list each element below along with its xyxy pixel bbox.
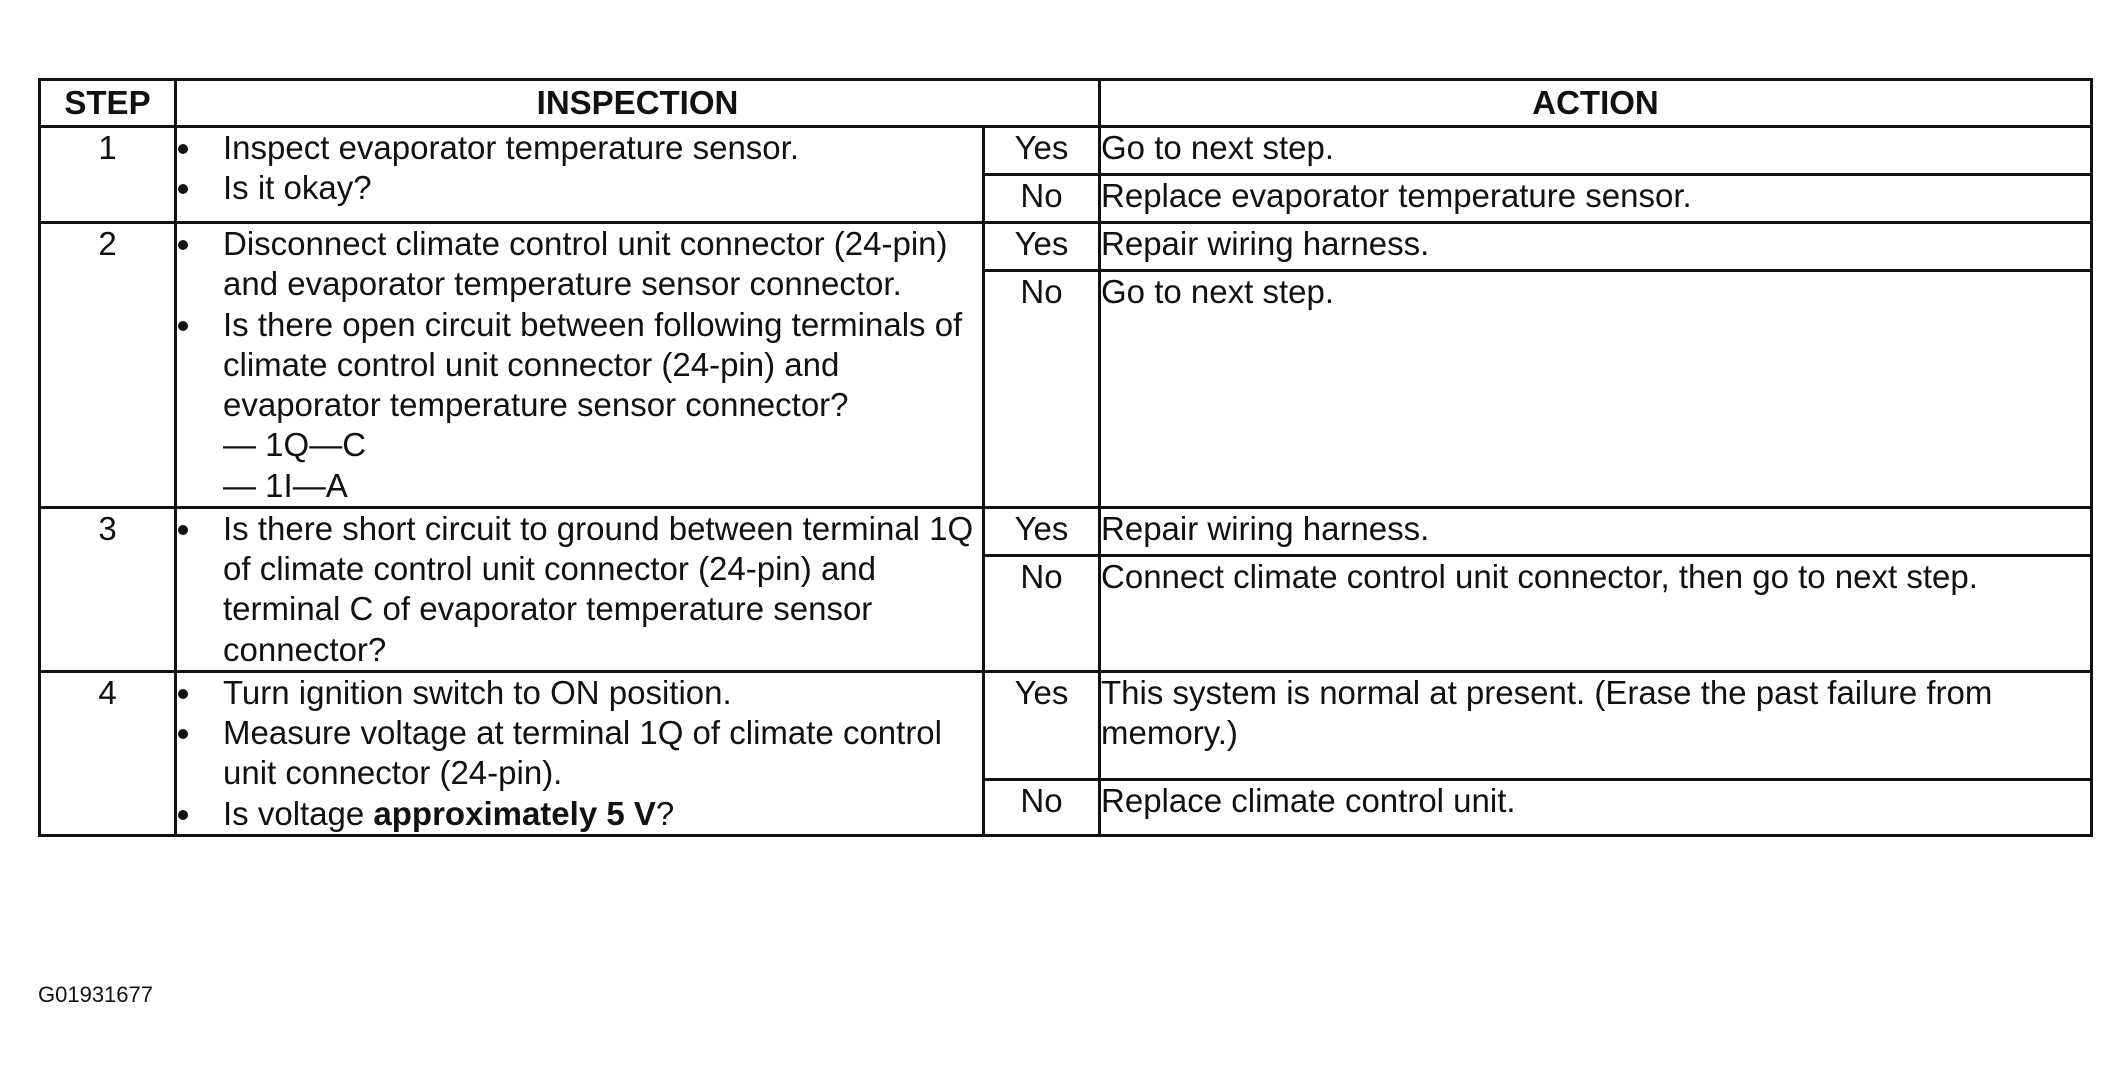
no-action: Connect climate control unit connector, then go to next step. — [1100, 555, 2092, 671]
yes-action: Go to next step. — [1100, 127, 2092, 175]
step-number: 2 — [40, 223, 176, 508]
list-item: Is there open circuit between following terminals of climate control unit connector (24-pin) and evaporator temperature sensor connector? — 1Q—C — 1I—A — [177, 305, 982, 506]
list-item: Is it okay? — [223, 169, 372, 207]
list-item: Is there short circuit to ground between terminal 1Q of climate control unit connector (24-pin) and terminal C of evaporator temperature sensor connector? — [223, 509, 974, 668]
yes-label: Yes — [984, 223, 1100, 271]
terminal-pair: — 1I—A — [223, 466, 348, 504]
yes-action: Repair wiring harness. — [1100, 223, 2092, 271]
inspection-cell — [176, 127, 984, 223]
list-item: Inspect evaporator temperature sensor. — [223, 129, 799, 166]
list-item: Disconnect climate control unit connector (24-pin) and evaporator temperature sensor connector. — [223, 225, 948, 303]
figure-code: G01931677 — [38, 982, 153, 1007]
header-step: STEP — [40, 80, 176, 127]
table-row — [40, 671, 2092, 779]
inspection-cell — [176, 507, 984, 671]
terminal-pair: — 1Q—C — [223, 426, 367, 464]
header-inspection: INSPECTION — [176, 80, 1100, 127]
no-action: Replace evaporator temperature sensor. — [1100, 175, 2092, 223]
yes-action: This system is normal at present. (Erase the past failure from memory.) — [1100, 671, 2092, 779]
no-label: No — [984, 271, 1100, 508]
no-label: No — [984, 555, 1100, 671]
yes-label: Yes — [984, 671, 1100, 779]
yes-label: Yes — [984, 507, 1100, 555]
voltage-spec: approximately 5 V — [373, 794, 656, 832]
inspection-cell — [176, 223, 984, 508]
no-action: Replace climate control unit. — [1100, 779, 2092, 835]
diagnostic-table — [38, 78, 2093, 837]
step-number: 3 — [40, 507, 176, 671]
yes-label: Yes — [984, 127, 1100, 175]
no-label: No — [984, 779, 1100, 835]
no-action: Go to next step. — [1100, 271, 2092, 508]
step-number: 1 — [40, 127, 176, 223]
list-item: Measure voltage at terminal 1Q of climate control unit connector (24-pin). — [223, 714, 942, 792]
list-item: Turn ignition switch to ON position. — [223, 673, 732, 711]
table-row — [40, 127, 2092, 175]
table-header-row — [40, 80, 2092, 127]
header-action: ACTION — [1100, 80, 2092, 127]
inspection-cell — [176, 671, 984, 835]
table-row — [40, 507, 2092, 555]
list-item: Is voltage approximately 5 V? — [223, 794, 675, 832]
yes-action: Repair wiring harness. — [1100, 507, 2092, 555]
table-row — [40, 223, 2092, 271]
no-label: No — [984, 175, 1100, 223]
step-number: 4 — [40, 671, 176, 835]
